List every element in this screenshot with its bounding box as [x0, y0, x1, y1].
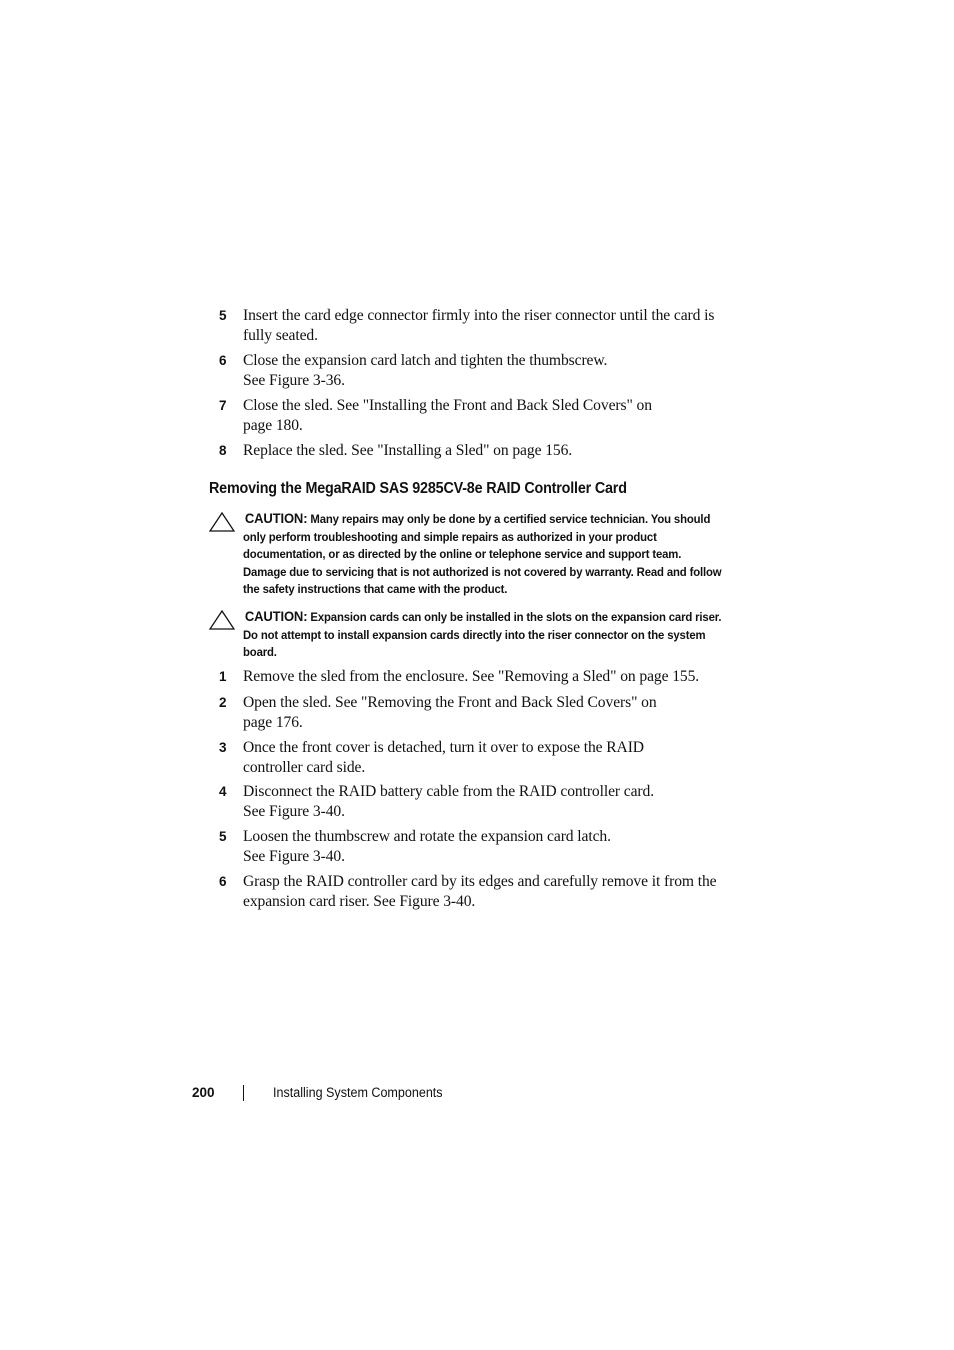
section-heading: Removing the MegaRAID SAS 9285CV-8e RAID Controller Card	[209, 480, 627, 497]
step-text: Remove the sled from the enclosure. See "Removing a Sled" on page 155.	[243, 668, 700, 685]
step-number: 1	[219, 669, 227, 684]
step-text: Insert the card edge connector firmly into the riser connector until the card is fully seated.	[243, 307, 715, 344]
step-text: Once the front cover is detached, turn it over to expose the RAID controller card side.	[243, 739, 644, 776]
caution-notice	[209, 608, 729, 662]
step-number: 5	[219, 829, 227, 844]
step-text: Disconnect the RAID battery cable from the RAID controller card.	[243, 783, 655, 800]
step-1	[219, 667, 719, 687]
step-text-figure-ref: See Figure 3-40.	[243, 848, 345, 865]
step-5	[219, 827, 719, 867]
step-text-figure-ref: See Figure 3-40.	[243, 803, 345, 820]
step-number: 6	[219, 353, 227, 368]
step-text: Loosen the thumbscrew and rotate the expansion card latch.	[243, 828, 611, 845]
step-text-figure-ref: See Figure 3-36.	[243, 372, 345, 389]
step-6	[219, 872, 719, 912]
step-text: Replace the sled. See "Installing a Sled" on page 156.	[243, 442, 573, 459]
step-7-top	[219, 396, 719, 436]
step-number: 3	[219, 740, 227, 755]
footer-divider	[243, 1085, 244, 1101]
step-number: 5	[219, 308, 227, 323]
step-text: Open the sled. See "Removing the Front and Back Sled Covers" on page 176.	[243, 694, 657, 731]
caution-label: CAUTION:	[244, 608, 308, 624]
step-number: 8	[219, 443, 227, 458]
step-4	[219, 782, 719, 822]
caution-triangle-icon	[209, 512, 235, 532]
page-number: 200	[192, 1085, 215, 1100]
caution-label: CAUTION:	[244, 510, 308, 526]
step-number: 7	[219, 398, 227, 413]
step-number: 6	[219, 874, 227, 889]
caution-text: Expansion cards can only be installed in the slots on the expansion card riser. Do not attempt to install expansion cards directly into the riser connector on the system board.	[243, 610, 722, 660]
caution-text: Many repairs may only be done by a certified service technician. You should only perform troubleshooting and simple repairs as authorized in your product documentation, or as directed by the online or telephone service and support team. Damage due to servicing that is not authorized is not covered by warranty. Read and follow the safety instructions that came with the product.	[243, 512, 722, 597]
caution-triangle-icon	[209, 610, 235, 630]
step-number: 2	[219, 695, 227, 710]
step-5-top	[219, 306, 719, 346]
step-text: Close the expansion card latch and tighten the thumbscrew.	[243, 352, 608, 369]
step-2	[219, 693, 719, 733]
step-3	[219, 738, 719, 778]
caution-notice	[209, 510, 729, 599]
step-text: Grasp the RAID controller card by its edges and carefully remove it from the expansion card riser. See Figure 3-40.	[243, 873, 717, 910]
step-6-top	[219, 351, 719, 391]
step-text: Close the sled. See "Installing the Front and Back Sled Covers" on page 180.	[243, 397, 652, 434]
step-8-top	[219, 441, 719, 461]
chapter-title: Installing System Components	[273, 1085, 443, 1100]
step-number: 4	[219, 784, 227, 799]
